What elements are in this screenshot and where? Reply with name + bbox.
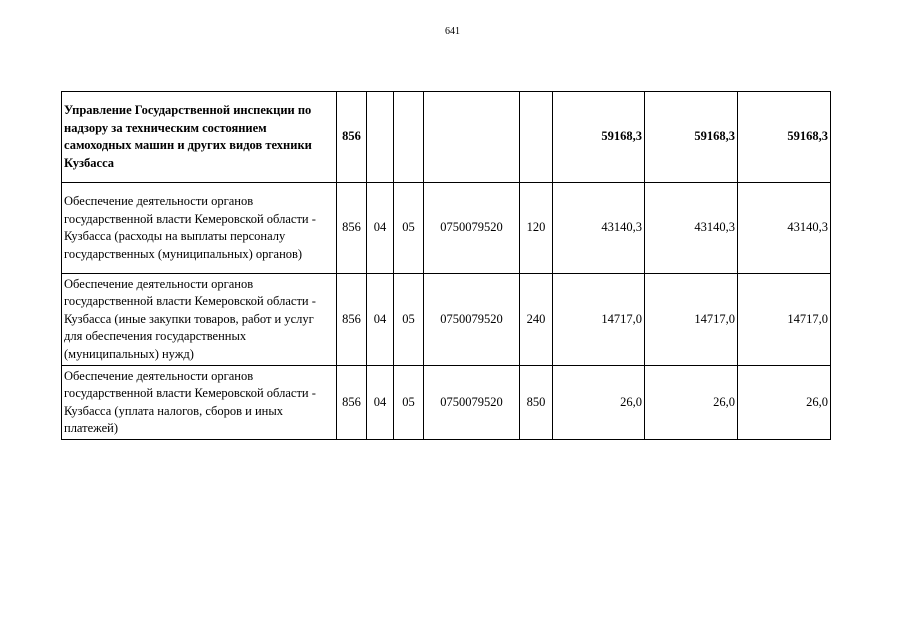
cell-csr: 0750079520 [424, 366, 520, 440]
cell-name: Обеспечение деятельности органов государственной власти Кемеровской области - Кузбасса (иные закупки товаров, работ и услуг для обеспечения государственных (муниципальных) нужд) [62, 274, 337, 366]
cell-pr: 05 [394, 366, 424, 440]
cell-rz: 04 [367, 183, 394, 274]
table-row-organization [62, 92, 831, 183]
cell-ved: 856 [337, 366, 367, 440]
cell-csr [424, 92, 520, 183]
cell-sum-2: 43140,3 [645, 183, 738, 274]
cell-rz: 04 [367, 366, 394, 440]
cell-sum-3: 26,0 [738, 366, 831, 440]
cell-vr: 850 [520, 366, 553, 440]
cell-sum-1: 59168,3 [553, 92, 645, 183]
cell-csr: 0750079520 [424, 274, 520, 366]
cell-ved: 856 [337, 274, 367, 366]
cell-ved: 856 [337, 183, 367, 274]
cell-vr [520, 92, 553, 183]
cell-name: Обеспечение деятельности органов государственной власти Кемеровской области - Кузбасса (уплата налогов, сборов и иных платежей) [62, 366, 337, 440]
table-row [62, 183, 831, 274]
page-number: 641 [445, 26, 460, 37]
cell-pr: 05 [394, 274, 424, 366]
budget-table [61, 91, 831, 440]
cell-sum-1: 43140,3 [553, 183, 645, 274]
cell-sum-2: 14717,0 [645, 274, 738, 366]
cell-name: Обеспечение деятельности органов государственной власти Кемеровской области - Кузбасса (расходы на выплаты персоналу государственных (муниципальных) органов) [62, 183, 337, 274]
cell-ved: 856 [337, 92, 367, 183]
cell-sum-3: 43140,3 [738, 183, 831, 274]
cell-sum-3: 14717,0 [738, 274, 831, 366]
cell-rz: 04 [367, 274, 394, 366]
cell-sum-2: 59168,3 [645, 92, 738, 183]
cell-rz [367, 92, 394, 183]
table-row [62, 366, 831, 440]
cell-vr: 240 [520, 274, 553, 366]
cell-sum-3: 59168,3 [738, 92, 831, 183]
cell-pr: 05 [394, 183, 424, 274]
cell-sum-1: 14717,0 [553, 274, 645, 366]
cell-name: Управление Государственной инспекции по надзору за техническим состоянием самоходных машин и других видов техники Кузбасса [62, 92, 337, 183]
table-row [62, 274, 831, 366]
cell-sum-2: 26,0 [645, 366, 738, 440]
cell-sum-1: 26,0 [553, 366, 645, 440]
cell-pr [394, 92, 424, 183]
cell-csr: 0750079520 [424, 183, 520, 274]
cell-vr: 120 [520, 183, 553, 274]
